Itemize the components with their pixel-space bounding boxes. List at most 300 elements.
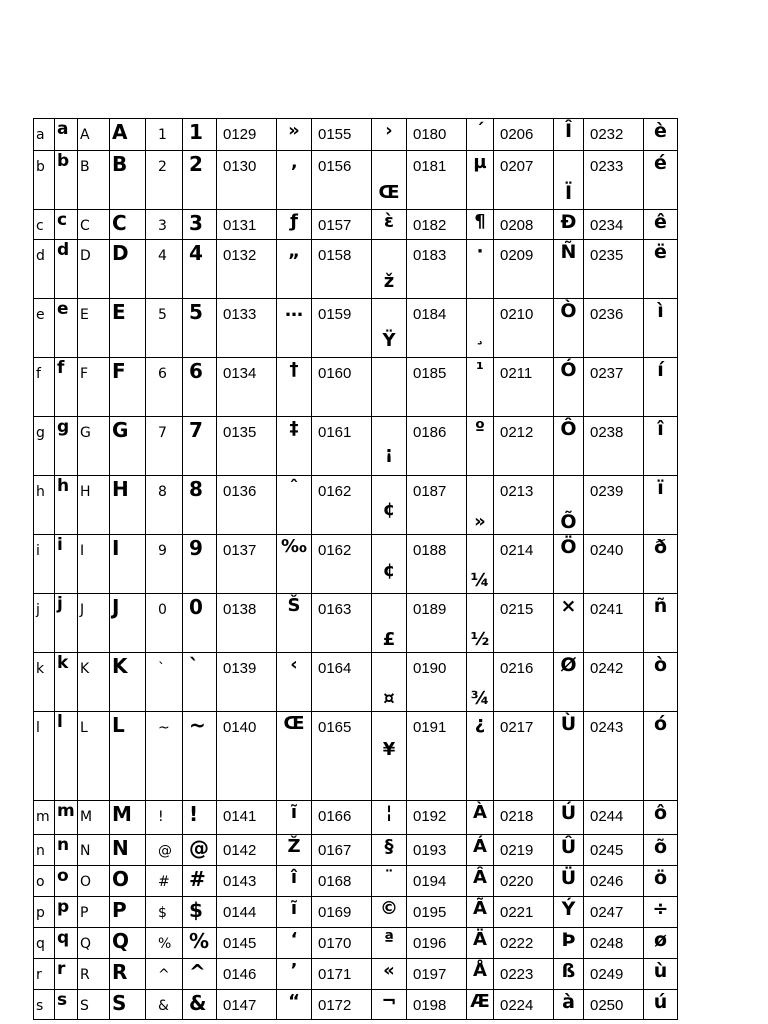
special-glyph-cell [644,959,678,990]
special-glyph-cell [372,835,407,866]
alt-code: 0236 [590,306,624,323]
alt-code-cell [494,801,554,835]
alt-code-cell [584,358,644,417]
row-letter: b [36,159,45,175]
bold-upper-glyph: O [112,867,130,891]
special-glyph: ù [653,960,668,982]
alt-code-cell [584,959,644,990]
bold-lower-glyph-cell [55,897,78,928]
bold-upper-glyph: M [112,802,132,826]
alt-code: 0165 [318,719,352,736]
upper-letter: D [80,248,91,264]
special-glyph: « [383,960,395,981]
special-glyph-cell [277,476,312,535]
special-glyph: » [288,120,300,141]
bold-lower-glyph-cell [55,299,78,358]
bold-symbol: 7 [189,418,203,442]
row-letter: m [36,809,50,825]
alt-code: 0197 [413,966,447,983]
alt-code: 0210 [500,306,534,323]
alt-code-cell [217,594,277,653]
bold-symbol: 6 [189,359,203,383]
upper-letter-cell [78,535,110,594]
special-glyph: Ö [560,536,577,558]
special-glyph-cell [467,712,494,801]
alt-code-cell [407,476,467,535]
alt-code: 0233 [590,158,624,175]
small-symbol: 5 [158,307,167,323]
bold-lower-glyph-cell [55,959,78,990]
alt-code: 0186 [413,424,447,441]
alt-code-cell [217,928,277,959]
alt-code-cell [407,835,467,866]
special-glyph: ƒ [290,211,298,232]
bold-symbol: ! [189,802,199,826]
special-glyph-cell [277,594,312,653]
upper-letter: R [80,967,90,983]
bold-symbol-cell [183,535,217,594]
special-glyph: õ [653,836,668,858]
bold-lower-glyph: g [57,417,70,437]
special-glyph-cell [467,119,494,151]
special-glyph-cell [644,897,678,928]
special-glyph: Ÿ [382,330,396,351]
alt-code-cell [584,299,644,358]
special-glyph: ĩ [290,802,298,823]
alt-code-cell [494,299,554,358]
special-glyph-cell [554,594,584,653]
alt-code: 0129 [223,126,257,143]
bold-symbol-cell [183,866,217,897]
bold-lower-glyph: d [57,240,70,260]
small-symbol-cell [146,535,183,594]
special-glyph: Œ [378,182,400,203]
alt-code-cell [494,535,554,594]
special-glyph: À [473,802,487,823]
bold-symbol-cell [183,210,217,240]
alt-code-cell [494,358,554,417]
alt-code: 0133 [223,306,257,323]
special-glyph-cell [467,990,494,1020]
special-glyph-cell [277,801,312,835]
alt-code-cell [407,866,467,897]
special-glyph: Ð [560,211,577,233]
special-glyph-cell [277,151,312,210]
bold-upper-glyph-cell [110,801,146,835]
small-symbol-cell [146,240,183,299]
bold-symbol: # [189,867,206,891]
upper-letter: O [80,874,92,890]
alt-code-cell [494,653,554,712]
table-row [34,801,678,835]
bold-upper-glyph-cell [110,866,146,897]
special-glyph-cell [644,210,678,240]
alt-code-cell [312,801,372,835]
table-row [34,653,678,712]
bold-upper-glyph-cell [110,299,146,358]
alt-code: 0244 [590,808,624,825]
upper-letter-cell [78,119,110,151]
special-glyph: ¦ [385,802,393,823]
alt-code: 0241 [590,601,624,618]
alt-code: 0168 [318,873,352,890]
alt-code: 0189 [413,601,447,618]
special-glyph-cell [554,712,584,801]
upper-letter-cell [78,835,110,866]
alt-code: 0250 [590,997,624,1014]
small-symbol: 6 [158,366,167,382]
bold-lower-glyph: m [57,801,75,821]
alt-code-cell [312,299,372,358]
alt-code: 0135 [223,424,257,441]
alt-code-cell [584,535,644,594]
bold-symbol: $ [189,898,203,922]
alt-code: 0184 [413,306,447,323]
alt-code: 0132 [223,247,257,264]
special-glyph: Ï [564,182,573,204]
special-glyph-cell [644,801,678,835]
alt-code: 0249 [590,966,624,983]
special-glyph-cell [372,866,407,897]
row-letter-cell [34,476,55,535]
table-row [34,210,678,240]
alt-code-cell [217,535,277,594]
special-glyph: ó [653,713,668,735]
small-symbol: 4 [158,248,167,264]
special-glyph-cell [554,835,584,866]
special-glyph: © [380,898,398,919]
alt-code: 0187 [413,483,447,500]
bold-symbol: % [189,929,210,953]
special-glyph: ὲ [383,211,395,232]
row-letter: g [36,425,45,441]
table-row [34,959,678,990]
alt-code: 0159 [318,306,352,323]
bold-lower-glyph-cell [55,151,78,210]
alt-code: 0220 [500,873,534,890]
special-glyph: Õ [560,511,577,533]
special-glyph-cell [467,594,494,653]
bold-upper-glyph-cell [110,594,146,653]
table-row [34,535,678,594]
upper-letter-cell [78,928,110,959]
special-glyph: · [476,241,484,262]
alt-code: 0130 [223,158,257,175]
alt-code: 0162 [318,483,352,500]
alt-code-cell [312,594,372,653]
special-glyph: Ž [287,836,301,857]
row-letter-cell [34,594,55,653]
special-glyph-cell [644,417,678,476]
row-letter: a [36,127,45,143]
alt-code: 0140 [223,719,257,736]
special-glyph-cell [644,535,678,594]
upper-letter: L [80,720,88,736]
small-symbol-cell [146,866,183,897]
special-glyph-cell [372,151,407,210]
special-glyph-cell [372,897,407,928]
small-symbol-cell [146,151,183,210]
alt-code-cell [494,210,554,240]
alt-code-cell [494,151,554,210]
alt-code-cell [312,653,372,712]
special-glyph: Ü [560,867,577,889]
alt-code-cell [407,417,467,476]
row-letter-cell [34,712,55,801]
bold-lower-glyph-cell [55,535,78,594]
upper-letter: C [80,218,90,234]
alt-code: 0160 [318,365,352,382]
alt-code: 0156 [318,158,352,175]
special-glyph-cell [467,959,494,990]
special-glyph-cell [277,119,312,151]
alt-code-cell [584,476,644,535]
small-symbol: 2 [158,159,167,175]
special-glyph: ˆ [289,477,299,498]
special-glyph: Š [287,595,301,616]
alt-code: 0239 [590,483,624,500]
alt-code: 0212 [500,424,534,441]
bold-upper-glyph: R [112,960,128,984]
special-glyph-cell [554,928,584,959]
alt-code-cell [312,866,372,897]
alt-code: 0183 [413,247,447,264]
bold-symbol: ` [189,654,199,678]
small-symbol-cell [146,358,183,417]
special-glyph-cell [644,240,678,299]
special-glyph-cell [644,866,678,897]
upper-letter: J [80,602,85,618]
alt-code: 0162 [318,542,352,559]
bold-lower-glyph: s [57,990,68,1010]
upper-letter: I [80,543,85,559]
bold-lower-glyph: f [57,358,65,378]
alt-code-cell [407,210,467,240]
special-glyph: à [562,991,575,1013]
alt-code-cell [217,712,277,801]
bold-upper-glyph: I [112,536,120,560]
alt-code-cell [217,835,277,866]
special-glyph-cell [467,299,494,358]
bold-lower-glyph-cell [55,476,78,535]
upper-letter: K [80,661,90,677]
special-glyph: ß [561,960,576,982]
special-glyph: ½ [470,629,490,650]
special-glyph: ¨ [384,867,394,888]
alt-code-cell [584,151,644,210]
alt-code-cell [312,928,372,959]
bold-upper-glyph-cell [110,210,146,240]
special-glyph: ¶ [474,211,486,232]
bold-symbol-cell [183,151,217,210]
alt-code-cell [312,897,372,928]
special-glyph-cell [467,897,494,928]
special-glyph-cell [277,299,312,358]
special-glyph-cell [277,897,312,928]
alt-code: 0181 [413,158,447,175]
special-glyph-cell [554,801,584,835]
alt-code: 0161 [318,424,352,441]
special-glyph-cell [372,210,407,240]
bold-upper-glyph-cell [110,417,146,476]
alt-code-cell [217,358,277,417]
special-glyph-cell [644,358,678,417]
alt-code: 0169 [318,904,352,921]
alt-code-cell [584,594,644,653]
bold-upper-glyph: G [112,418,129,442]
upper-letter-cell [78,866,110,897]
alt-code: 0224 [500,997,534,1014]
small-symbol-cell [146,299,183,358]
upper-letter-cell [78,299,110,358]
small-symbol: ! [158,809,164,825]
alt-code: 0246 [590,873,624,890]
bold-symbol: 9 [189,536,203,560]
bold-symbol: 5 [189,300,203,324]
bold-upper-glyph: K [112,654,128,678]
special-glyph: ú [653,991,668,1013]
special-glyph-cell [372,358,407,417]
alt-code-cell [407,712,467,801]
special-glyph: × [560,595,577,617]
bold-lower-glyph: e [57,299,69,319]
upper-letter: N [80,843,91,859]
alt-code-cell [584,653,644,712]
small-symbol: 8 [158,484,167,500]
row-letter-cell [34,835,55,866]
special-glyph-cell [644,299,678,358]
alt-code: 0143 [223,873,257,890]
upper-letter: A [80,127,90,143]
special-glyph-cell [372,240,407,299]
upper-letter: Q [80,936,92,952]
upper-letter-cell [78,990,110,1020]
alt-code: 0206 [500,126,534,143]
bold-lower-glyph: o [57,866,69,886]
alt-code: 0137 [223,542,257,559]
table-row [34,240,678,299]
small-symbol-cell [146,712,183,801]
row-letter: n [36,843,45,859]
bold-symbol: 0 [189,595,203,619]
alt-code-cell [407,119,467,151]
special-glyph-cell [467,928,494,959]
alt-code-cell [494,476,554,535]
special-glyph: ‹ [290,654,298,675]
bold-lower-glyph: l [57,712,63,732]
small-symbol-cell [146,897,183,928]
table-row [34,299,678,358]
alt-code: 0138 [223,601,257,618]
special-glyph-cell [277,653,312,712]
upper-letter-cell [78,897,110,928]
special-glyph: ¸ [475,325,485,346]
special-glyph: Ã [473,898,487,919]
upper-letter: S [80,998,89,1014]
alt-code-cell [584,928,644,959]
alt-code-cell [494,990,554,1020]
alt-code: 0163 [318,601,352,618]
upper-letter-cell [78,594,110,653]
bold-symbol-cell [183,653,217,712]
special-glyph-cell [644,119,678,151]
special-glyph-cell [372,299,407,358]
bold-symbol: 3 [189,211,203,235]
alt-code: 0158 [318,247,352,264]
alt-code: 0145 [223,935,257,952]
special-glyph: ´ [475,120,485,141]
special-glyph-cell [644,151,678,210]
special-glyph: ò [653,654,668,676]
special-glyph: ï [657,477,664,499]
bold-upper-glyph-cell [110,990,146,1020]
bold-lower-glyph-cell [55,653,78,712]
small-symbol: $ [158,905,167,921]
special-glyph: ž [383,271,395,292]
special-glyph-cell [554,476,584,535]
special-glyph: „ [288,241,300,262]
special-glyph-cell [372,535,407,594]
bold-symbol: & [189,991,207,1015]
bold-symbol-cell [183,594,217,653]
special-glyph-cell [467,476,494,535]
bold-upper-glyph: Q [112,929,130,953]
bold-lower-glyph-cell [55,417,78,476]
upper-letter-cell [78,476,110,535]
alt-code-cell [217,801,277,835]
alt-code: 0211 [500,365,533,382]
table-row [34,866,678,897]
bold-symbol: ^ [189,960,206,984]
small-symbol: 1 [158,127,167,143]
small-symbol: % [158,936,172,952]
bold-upper-glyph-cell [110,476,146,535]
special-glyph: î [290,867,298,888]
special-glyph: Ø [560,654,577,676]
alt-code-cell [217,417,277,476]
special-glyph-cell [644,835,678,866]
alt-code: 0216 [500,660,534,677]
small-symbol-cell [146,801,183,835]
alt-code-cell [217,866,277,897]
bold-symbol-cell [183,712,217,801]
bold-symbol-cell [183,959,217,990]
special-glyph-cell [467,801,494,835]
alt-code: 0172 [318,997,352,1014]
bold-lower-glyph-cell [55,712,78,801]
special-glyph: ¥ [382,739,396,760]
special-glyph: ‚ [290,152,298,173]
upper-letter: P [80,905,89,921]
special-glyph-cell [644,476,678,535]
alt-code: 0196 [413,935,447,952]
alt-code: 0141 [223,808,257,825]
alt-code: 0245 [590,842,624,859]
bold-upper-glyph: E [112,300,126,324]
alt-code: 0182 [413,217,447,234]
special-glyph: “ [288,991,300,1012]
row-letter: i [36,543,40,559]
row-letter: e [36,307,45,323]
alt-code: 0240 [590,542,624,559]
bold-symbol: 4 [189,241,203,265]
row-letter: r [36,967,42,983]
alt-code-cell [584,712,644,801]
alt-code-cell [494,959,554,990]
special-glyph: Œ [283,713,305,734]
bold-lower-glyph: n [57,835,70,855]
alt-code-cell [217,151,277,210]
